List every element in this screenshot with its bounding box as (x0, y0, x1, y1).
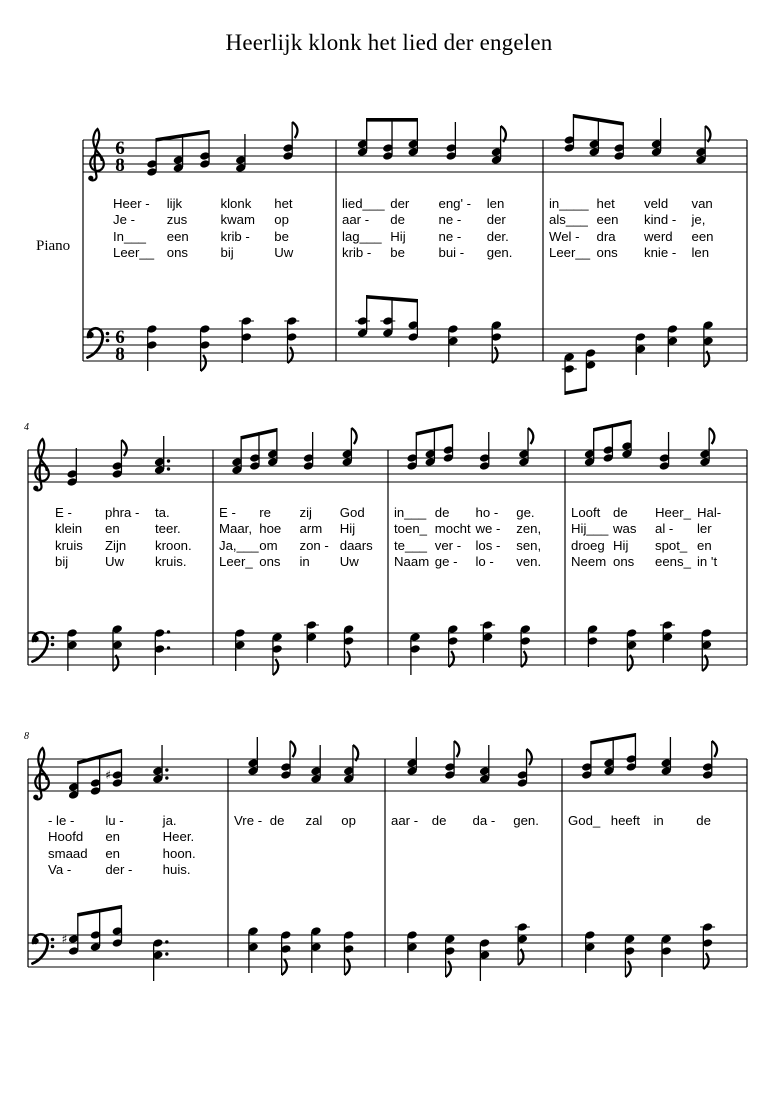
lyric-syllable: als___ (549, 212, 588, 228)
lyric-syllable: hoon. (162, 845, 196, 861)
lyric-syllable: droeg (571, 537, 605, 553)
time-signature-numerator: 6 (115, 327, 125, 348)
lyric-syllable: Leer__ (549, 245, 591, 261)
lyric-syllable: len (486, 196, 505, 211)
lyric-syllable: van (691, 196, 713, 211)
lyric-syllable: Uw (339, 554, 359, 570)
lyric-syllable: kroon. (155, 537, 192, 553)
page-title: Heerlijk klonk het lied der engelen (225, 30, 553, 55)
lyric-syllable: lijk (166, 196, 183, 211)
lyric-syllable: klonk (220, 196, 252, 211)
lyric-syllable: op (274, 212, 289, 228)
lyric-syllable: eng' - (438, 196, 472, 211)
lyric-syllable: in___ (394, 505, 427, 520)
lyric-syllable: knie - (644, 245, 677, 261)
lyric-syllable: en (105, 845, 120, 861)
lyric-syllable: der (486, 212, 506, 228)
measure-number-4: 4 (24, 422, 29, 433)
lyric-syllable: Leer__ (113, 245, 155, 261)
lyric-syllable: lied___ (342, 196, 385, 211)
lyric-syllable: je, (691, 212, 706, 228)
lyric-syllable: een (166, 228, 189, 244)
lyric-syllable: Hoofd (48, 829, 84, 845)
lyric-syllable: gen. (486, 245, 513, 261)
time-signature-numerator: 6 (115, 138, 125, 159)
lyric-syllable: aar - (342, 212, 370, 228)
lyric-syllable: om (259, 537, 278, 553)
time-signature-denominator: 8 (115, 155, 125, 176)
instrument-label: Piano (36, 238, 71, 254)
lyric-syllable: phra - (105, 505, 140, 520)
lyric-syllable: werd (644, 228, 673, 244)
lyric-syllable: - le - (48, 813, 75, 828)
lyric-syllable: zon - (299, 537, 329, 553)
lyric-syllable: een (691, 228, 714, 244)
lyric-syllable: een (596, 212, 619, 228)
lyric-syllable: Uw (274, 245, 294, 261)
lyric-syllable: der (390, 196, 410, 211)
lyric-syllable: kruis. (155, 554, 187, 570)
lyric-syllable: de (269, 813, 285, 828)
lyrics-measure (234, 813, 377, 829)
lyric-syllable: Uw (105, 554, 125, 570)
lyric-syllable: zij (299, 505, 312, 520)
lyric-syllable: in (653, 813, 664, 828)
lyric-syllable: en (105, 829, 120, 845)
lyric-syllable: God_ (568, 813, 601, 828)
lyric-syllable: in (299, 554, 310, 570)
lyric-syllable: Maar, (219, 521, 252, 537)
lyric-syllable: Hij (613, 537, 629, 553)
lyric-syllable: ons (259, 554, 281, 570)
lyrics-measure (391, 813, 554, 829)
lyric-syllable: in 't (697, 554, 718, 570)
lyric-syllable: op (341, 813, 356, 828)
lyrics-measure (394, 505, 557, 571)
lyric-syllable: Vre - (234, 813, 263, 828)
lyric-syllable: lo - (475, 554, 494, 570)
lyric-syllable: ta. (155, 505, 170, 520)
lyric-syllable: ons (166, 245, 189, 261)
lyric-syllable: kruis (55, 537, 83, 553)
lyric-syllable: God (339, 505, 365, 520)
lyric-syllable: ge - (434, 554, 458, 570)
lyric-syllable: ge. (516, 505, 535, 520)
lyric-syllable: los - (475, 537, 501, 553)
lyric-syllable: Zijn (105, 537, 127, 553)
lyric-syllable: Heer_ (655, 505, 691, 520)
measure-number-8: 8 (24, 731, 29, 742)
lyric-syllable: smaad (48, 845, 88, 861)
lyric-syllable: het (274, 196, 293, 211)
lyrics-measure (342, 196, 535, 262)
lyric-syllable: krib - (342, 245, 372, 261)
lyric-syllable: Va - (48, 862, 72, 878)
lyric-syllable: re (259, 505, 271, 520)
lyric-syllable: Ja,___ (219, 537, 259, 553)
lyric-syllable: al - (655, 521, 674, 537)
lyric-syllable: bij (55, 554, 69, 570)
lyric-syllable: dra (596, 228, 616, 244)
lyric-syllable: bij (220, 245, 234, 261)
lyric-syllable: was (613, 521, 637, 537)
lyric-syllable: ler (697, 521, 712, 537)
sharp-accidental: ♯ (61, 932, 68, 946)
lyric-syllable: en (697, 537, 712, 553)
lyrics-measure (48, 813, 220, 879)
lyric-syllable: Leer_ (219, 554, 253, 570)
lyric-syllable: ne - (438, 212, 462, 228)
lyric-syllable: de (434, 505, 450, 520)
lyric-syllable: heeft (610, 813, 641, 828)
lyric-syllable: zal (305, 813, 323, 828)
lyric-syllable: het (596, 196, 615, 211)
lyric-syllable: ons (596, 245, 618, 261)
lyric-syllable: In___ (113, 228, 147, 244)
lyric-syllable: teer. (155, 521, 181, 537)
lyric-syllable: E - (55, 505, 72, 520)
lyrics-measure (568, 813, 739, 829)
lyric-syllable: Naam (394, 554, 430, 570)
lyric-syllable: ne - (438, 228, 462, 244)
lyric-syllable: lu - (105, 813, 124, 828)
lyric-syllable: Neem (571, 554, 607, 570)
lyric-syllable: en (105, 521, 120, 537)
lyric-syllable: toen_ (394, 521, 428, 537)
lyric-syllable: de (431, 813, 447, 828)
sharp-accidental: ♯ (105, 768, 112, 782)
lyric-syllable: we - (475, 521, 501, 537)
lyric-syllable: te___ (394, 537, 428, 553)
lyric-syllable: veld (644, 196, 669, 211)
lyric-syllable: Hij (339, 521, 356, 537)
lyric-syllable: ons (613, 554, 635, 570)
lyric-syllable: de (613, 505, 628, 520)
lyric-syllable: huis. (162, 862, 191, 878)
lyric-syllable: zus (166, 212, 188, 228)
lyrics-measure (219, 505, 380, 571)
lyric-syllable: lag___ (342, 228, 382, 244)
lyric-syllable: Hij (390, 228, 406, 244)
lyrics-measure (549, 196, 739, 262)
lyric-syllable: ho - (475, 505, 499, 520)
time-signature-denominator: 8 (115, 344, 125, 365)
lyric-syllable: da - (472, 813, 496, 828)
lyric-syllable: aar - (391, 813, 419, 828)
lyric-syllable: gen. (513, 813, 539, 828)
lyric-syllable: kwam (220, 212, 255, 228)
lyric-syllable: be (274, 228, 289, 244)
lyric-syllable: E - (219, 505, 236, 520)
lyric-syllable: ver - (434, 537, 462, 553)
lyric-syllable: spot_ (655, 537, 688, 553)
lyric-syllable: ja. (162, 813, 177, 828)
lyric-syllable: der - (105, 862, 133, 878)
lyrics-measure (55, 505, 205, 571)
lyrics-measure (571, 505, 739, 571)
lyric-syllable: ven. (516, 554, 542, 570)
lyric-syllable: zen, (516, 521, 542, 537)
lyric-syllable: bui - (438, 245, 465, 261)
lyric-syllable: daars (339, 537, 373, 553)
lyric-syllable: Heer - (113, 196, 150, 211)
lyric-syllable: arm (299, 521, 323, 537)
lyric-syllable: be (390, 245, 405, 261)
lyric-syllable: de (390, 212, 405, 228)
lyric-syllable: de (696, 813, 711, 828)
lyric-syllable: Hij___ (571, 521, 609, 537)
lyric-syllable: kind - (644, 212, 677, 228)
lyric-syllable: mocht (434, 521, 471, 537)
lyric-syllable: krib - (220, 228, 250, 244)
lyric-syllable: Wel - (549, 228, 580, 244)
lyric-syllable: hoe (259, 521, 282, 537)
lyric-syllable: eens_ (655, 554, 691, 570)
lyric-syllable: len (691, 245, 710, 261)
lyric-syllable: der. (486, 228, 509, 244)
lyric-syllable: Heer. (162, 829, 195, 845)
lyric-syllable: klein (55, 521, 83, 537)
lyrics-measure (113, 196, 328, 262)
lyric-syllable: Je - (113, 212, 135, 228)
lyric-syllable: Hal- (697, 505, 722, 520)
lyric-syllable: Looft (571, 505, 601, 520)
lyric-syllable: sen, (516, 537, 542, 553)
lyric-syllable: in____ (549, 196, 589, 211)
